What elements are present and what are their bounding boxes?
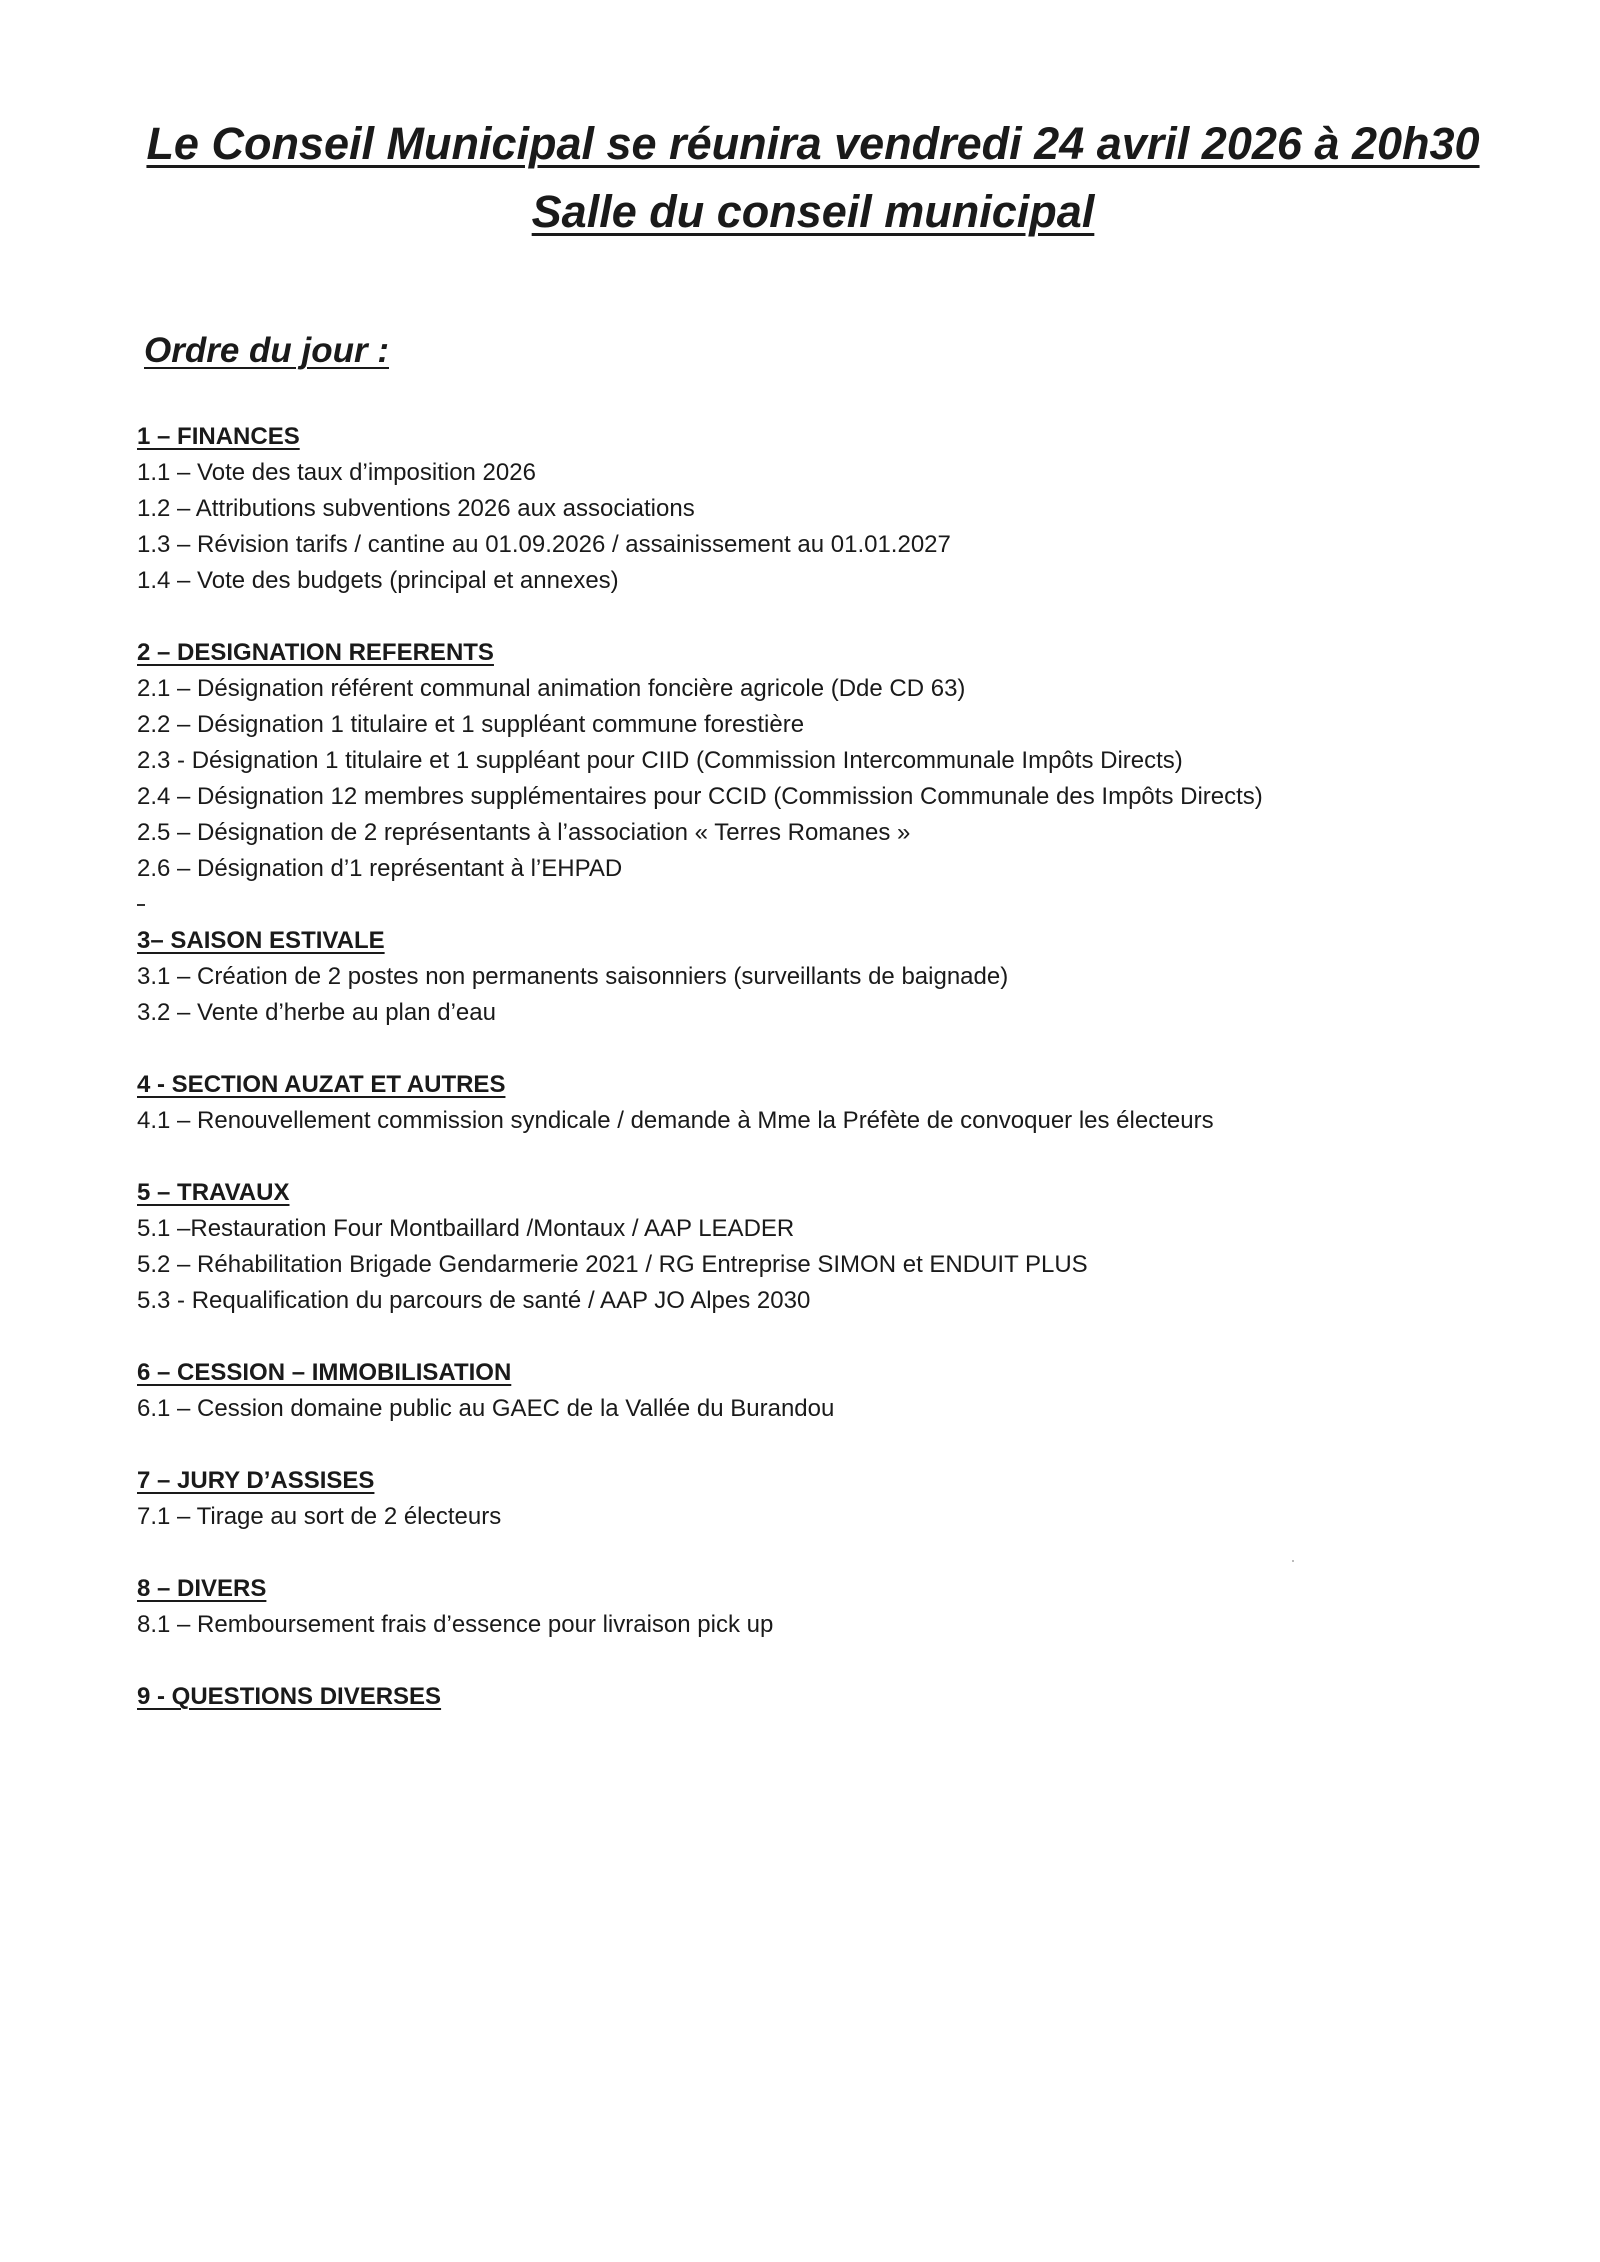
agenda-list (137, 419, 1477, 1751)
agenda-section-jury (137, 1463, 1477, 1535)
agenda-section-cession (137, 1355, 1477, 1427)
agenda-item: 1.3 – Révision tarifs / cantine au 01.09.2026 / assainissement au 01.01.2027 (137, 531, 951, 558)
agenda-item: 1.4 – Vote des budgets (principal et annexes) (137, 567, 619, 594)
agenda-section-questions-diverses (137, 1679, 1477, 1715)
agenda-item: 4.1 – Renouvellement commission syndicale / demande à Mme la Préfète de convoquer les électeurs (137, 1107, 1214, 1134)
agenda-item: 5.2 – Réhabilitation Brigade Gendarmerie 2021 / RG Entreprise SIMON et ENDUIT PLUS (137, 1251, 1088, 1278)
agenda-item: 2.5 – Désignation de 2 représentants à l’association « Terres Romanes » (137, 819, 911, 846)
agenda-section-designation-referents (137, 635, 1477, 887)
section-heading: 6 – CESSION – IMMOBILISATION (137, 1359, 512, 1386)
agenda-item: 1.2 – Attributions subventions 2026 aux associations (137, 495, 695, 522)
section-heading: 8 – DIVERS (137, 1575, 267, 1602)
agenda-item: 5.1 –Restauration Four Montbaillard /Montaux / AAP LEADER (137, 1215, 795, 1242)
section-heading: 3– SAISON ESTIVALE (137, 927, 385, 954)
section-heading: 9 - QUESTIONS DIVERSES (137, 1683, 442, 1710)
agenda-item: 2.6 – Désignation d’1 représentant à l’EHPAD (137, 855, 623, 882)
agenda-item: 3.2 – Vente d’herbe au plan d’eau (137, 999, 496, 1026)
agenda-section-divers (137, 1571, 1477, 1643)
document-title: Le Conseil Municipal se réunira vendredi 24 avril 2026 à 20h30 (146, 118, 1480, 169)
agenda-section-travaux (137, 1175, 1477, 1319)
agenda-item: 2.3 - Désignation 1 titulaire et 1 suppléant pour CIID (Commission Intercommunale Impôts Directs) (137, 747, 1183, 774)
agenda-item: 2.2 – Désignation 1 titulaire et 1 suppléant commune forestière (137, 711, 805, 738)
agenda-section-saison-estivale (137, 923, 1477, 1031)
agenda-item: 1.1 – Vote des taux d’imposition 2026 (137, 459, 536, 486)
section-heading: 4 - SECTION AUZAT ET AUTRES (137, 1071, 506, 1098)
agenda-section-auzat (137, 1067, 1477, 1139)
agenda-heading: Ordre du jour : (144, 331, 389, 370)
section-heading: 2 – DESIGNATION REFERENTS (137, 639, 494, 666)
section-heading: 1 – FINANCES (137, 423, 300, 450)
agenda-item: 8.1 – Remboursement frais d’essence pour livraison pick up (137, 1611, 774, 1638)
agenda-item: 3.1 – Création de 2 postes non permanents saisonniers (surveillants de baignade) (137, 963, 1009, 990)
agenda-item: 5.3 - Requalification du parcours de santé / AAP JO Alpes 2030 (137, 1287, 811, 1314)
agenda-item: 2.1 – Désignation référent communal animation foncière agricole (Dde CD 63) (137, 675, 966, 702)
scan-speck (1292, 1560, 1294, 1562)
stray-dash-mark (137, 904, 145, 906)
document-subtitle: Salle du conseil municipal (531, 186, 1095, 237)
agenda-item: 6.1 – Cession domaine public au GAEC de la Vallée du Burandou (137, 1395, 835, 1422)
section-heading: 7 – JURY D’ASSISES (137, 1467, 375, 1494)
agenda-item: 7.1 – Tirage au sort de 2 électeurs (137, 1503, 502, 1530)
agenda-item: 2.4 – Désignation 12 membres supplémentaires pour CCID (Commission Communale des Impôts Directs) (137, 783, 1263, 810)
agenda-section-finances (137, 419, 1477, 599)
section-heading: 5 – TRAVAUX (137, 1179, 290, 1206)
